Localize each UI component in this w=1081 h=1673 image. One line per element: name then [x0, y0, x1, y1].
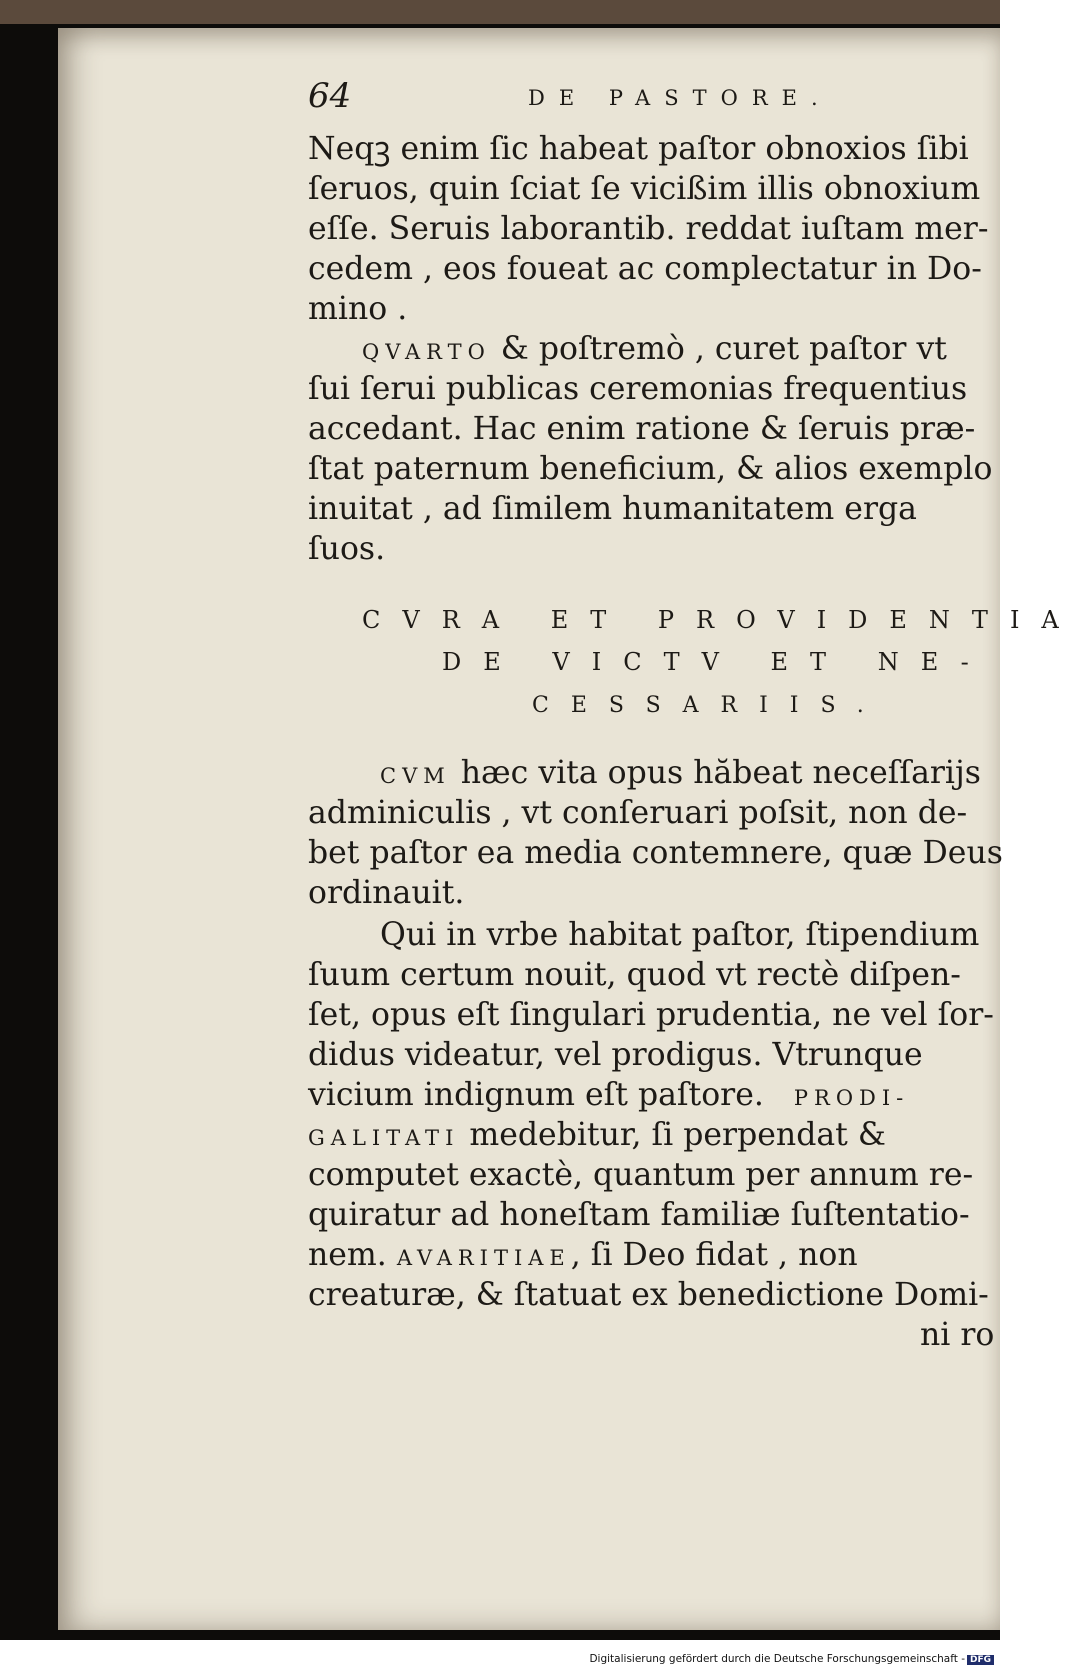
text-line: bet paſtor ea media contemnere, quæ Deus: [308, 835, 1003, 871]
text-line: quiratur ad honeſtam familiæ ſuſtentatio-: [308, 1197, 970, 1233]
dfg-logo: DFG: [967, 1655, 994, 1665]
small-caps-word: CVM: [380, 764, 451, 788]
text-line: computet exactè, quantum per annum re-: [308, 1157, 974, 1193]
text-line: ſtat paternum beneficium, & alios exemplo: [308, 451, 993, 487]
text-run: hæc vita opus hăbeat neceſſarijs: [450, 755, 981, 791]
running-head: [308, 76, 1000, 122]
text-line: didus videatur, vel prodigus. Vtrunque: [308, 1037, 923, 1073]
paragraph-start-line: [362, 328, 947, 370]
text-line: accedant. Hac enim ratione & ſeruis præ-: [308, 411, 976, 447]
text-run: vicium indignum eſt paſtore.: [308, 1077, 764, 1113]
text-line: [308, 1234, 858, 1276]
text-line: ſui ſerui publicas ceremonias frequentius: [308, 371, 968, 407]
text-run: & poſtremò , curet paſtor vt: [490, 331, 947, 367]
small-caps-word: GALITATI: [308, 1126, 460, 1150]
text-line: inuitat , ad ſimilem humanitatem erga: [308, 491, 917, 527]
text-line: ſeruos, quin ſciat ſe vicißim illis obnoxium: [308, 171, 981, 207]
text-line: eſſe. Seruis laborantib. reddat iuſtam mer-: [308, 211, 989, 247]
text-line: adminiculis , vt conſeruari poſsit, non de-: [308, 795, 968, 831]
text-line: [308, 1074, 909, 1116]
text-line: [308, 1114, 886, 1156]
text-line: ſuos.: [308, 531, 386, 567]
text-line: ſuum certum nouit, quod vt rectè diſpen-: [308, 957, 961, 993]
paragraph-start-line: [380, 752, 981, 794]
text-run: medebitur, ſi perpendat &: [459, 1117, 886, 1153]
catchword: ni ro: [920, 1317, 995, 1353]
heading-line-3: CESSARIIS.: [532, 693, 886, 718]
scan-top-edge: [0, 0, 1000, 24]
text-run: nem.: [308, 1237, 397, 1273]
heading-line-1: CVRA ET PROVIDENTIA: [362, 606, 1081, 634]
heading-line-2: DE VICTV ET NE-: [442, 648, 991, 676]
small-caps-word: PRODI-: [793, 1086, 910, 1110]
text-line: creaturæ, & ſtatuat ex benedictione Domi-: [308, 1277, 989, 1313]
text-line: Neqꝫ enim ſic habeat paſtor obnoxios ſibi: [308, 131, 969, 167]
text-run: , ſi Deo fidat , non: [570, 1237, 858, 1273]
page-number: 64: [308, 76, 352, 116]
text-line: ſet, opus eſt ſingulari prudentia, ne vel ſor-: [308, 997, 994, 1033]
small-caps-word: QVARTO: [362, 340, 491, 364]
paragraph-start-line: Qui in vrbe habitat paſtor, ſtipendium: [380, 917, 980, 953]
running-title: DE PASTORE.: [528, 86, 832, 110]
text-line: mino .: [308, 291, 408, 327]
text-line: cedem , eos foueat ac complectatur in Do-: [308, 251, 982, 287]
credit-text: Digitalisierung gefördert durch die Deutsche Forschungsgemeinschaft -: [589, 1653, 965, 1665]
digitization-credit: [589, 1653, 994, 1665]
small-caps-word: AVARITIAE: [396, 1246, 571, 1270]
text-line: ordinauit.: [308, 875, 465, 911]
